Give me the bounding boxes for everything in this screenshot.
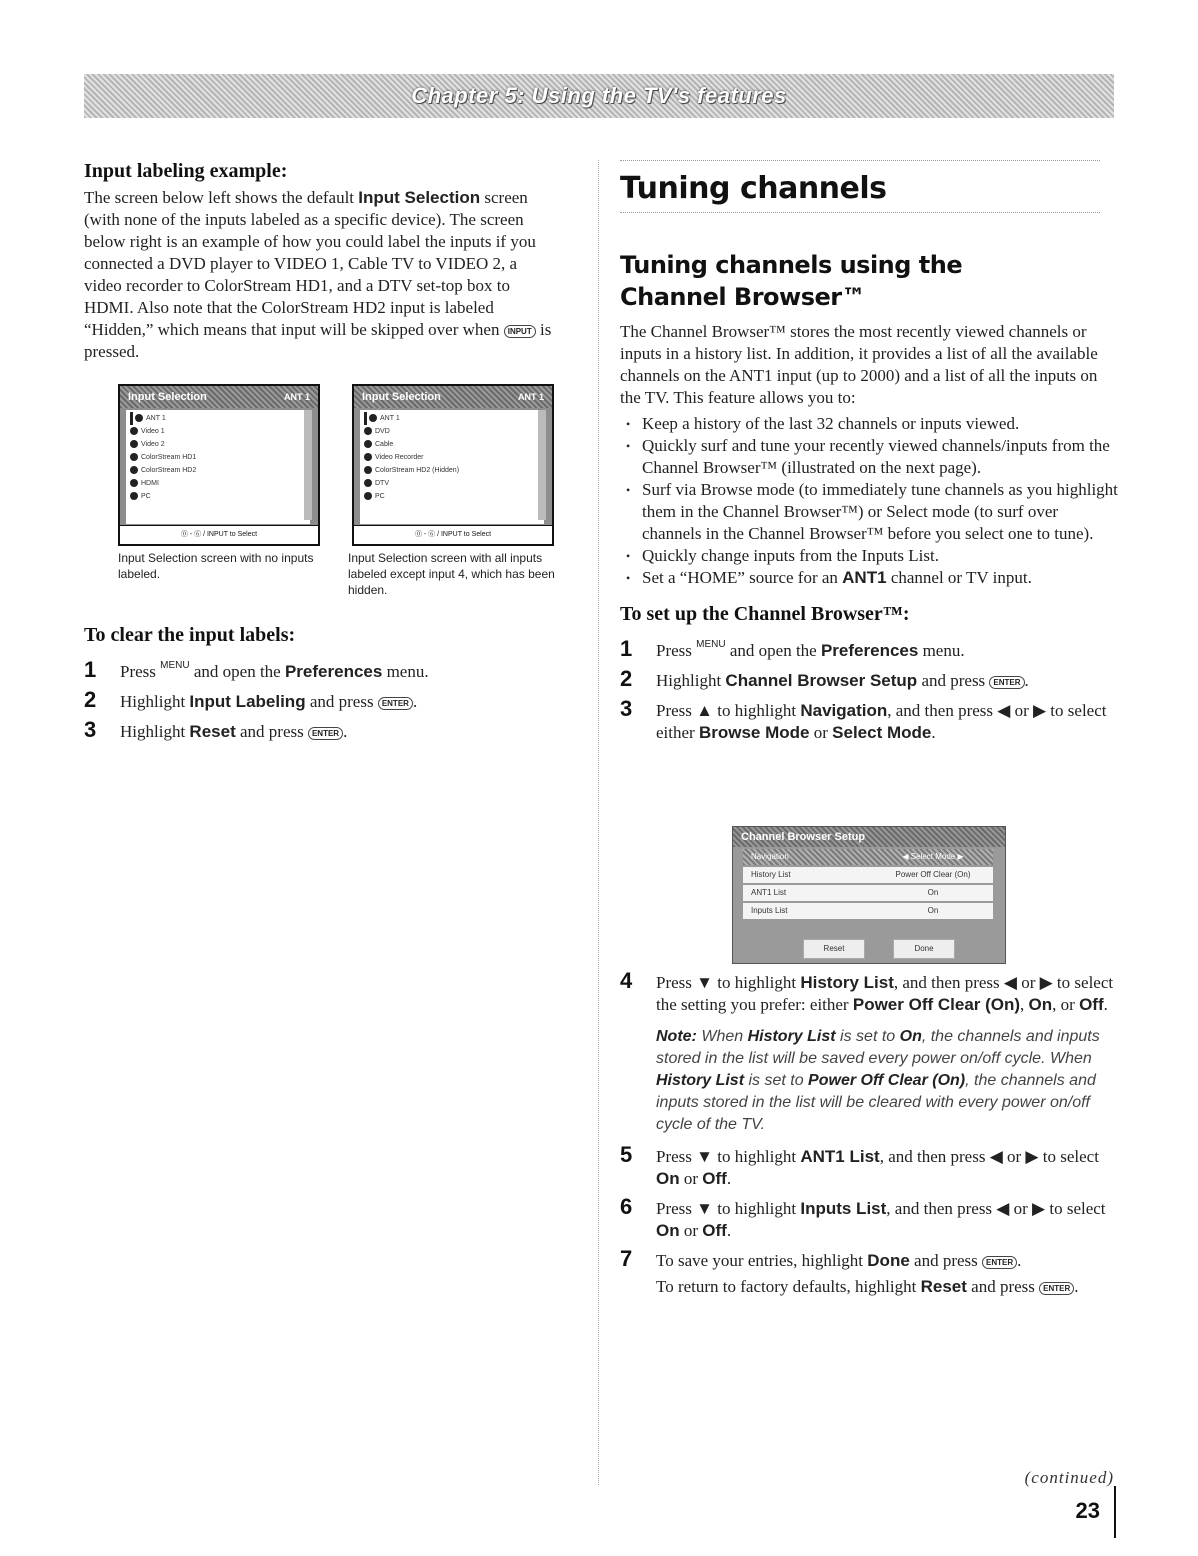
step-number: 6 [620,1194,633,1219]
screen-footer: ⓪ - ⑥ / INPUT to Select [354,525,552,544]
number-icon [135,414,143,422]
step-text: or [679,1169,703,1188]
step-bold: On [656,1221,680,1240]
bullet-text: Set a “HOME” source for an [642,568,843,587]
step-number: 4 [620,968,633,993]
step-text: Highlight [120,722,190,741]
step-text: menu. [918,641,965,660]
example-intro [84,187,556,363]
list-item [130,438,306,451]
enter-button-icon: ENTER [989,676,1024,689]
step-text: Highlight [120,692,190,711]
step-number: 1 [84,657,97,682]
step-number: 3 [620,696,633,721]
step-text: , and then press ◀ or ▶ to select [879,1147,1099,1166]
step-text: To return to factory defaults, highlight [656,1277,921,1296]
step-text: , and then press ◀ or ▶ to select [886,1199,1106,1218]
page-number-rule [1114,1486,1116,1538]
number-icon [364,479,372,487]
note-text: , the channels and inputs stored in the list will be saved every power on/off cycle. When [656,1028,1100,1067]
row-value: On [927,906,939,915]
step-bold: On [1028,995,1053,1014]
chapter-banner [84,74,1114,118]
note-bold: History List [656,1072,745,1089]
enter-button-icon: ENTER [308,727,343,740]
page-title: Tuning channels [620,171,887,206]
note-text: When [696,1028,748,1045]
step-bold: On [656,1169,680,1188]
step-bold: Select Mode [832,723,932,742]
intro-text-1: The screen below left shows the default [84,188,359,207]
number-icon [364,453,372,461]
cbs-buttons [743,939,993,957]
setup-step-4 [620,968,1120,1016]
list-item [130,412,306,425]
clear-step-2 [84,687,556,713]
screen-footer: ⓪ - ⑥ / INPUT to Select [120,525,318,544]
number-icon [130,466,138,474]
step-text: or [679,1221,703,1240]
cbs-row-inputs [743,903,993,919]
step-text: . [412,692,418,711]
step-bold: Browse Mode [698,723,810,742]
number-icon [364,466,372,474]
clear-step-1 [84,657,556,683]
step-text: and press [909,1251,983,1270]
menu-button-icon: MENU [160,660,190,671]
screen-scrollbar [538,410,546,520]
step-text: . [1024,671,1029,690]
caption-default: Input Selection screen with no inputs labeled. [118,551,314,581]
step-text: . [1074,1277,1079,1296]
reset-button[interactable]: Reset [803,939,865,959]
list-item [130,477,306,490]
list-item-label: Video Recorder [375,454,424,461]
intro-bold: Input Selection [358,188,481,207]
row-label: Navigation [751,852,789,861]
chapter-title: Chapter 5: Using the TV's features [411,83,787,108]
list-item [130,490,306,503]
step-bold: Reset [920,1277,967,1296]
number-icon [364,440,372,448]
right-column [620,160,1120,744]
number-icon [130,453,138,461]
step-text: Press [120,662,161,681]
feature-list [620,413,1120,589]
step-bold: Channel Browser Setup [725,671,918,690]
step-bold: ANT1 List [800,1147,880,1166]
step-bold: Navigation [800,701,888,720]
step-text: menu. [382,662,429,681]
enter-button-icon: ENTER [1039,1282,1074,1295]
step-text: and press [235,722,308,741]
list-item: • Quickly surf and tune your recently viewed channels/inputs from the Channel Browser™ (illustrated on the next page). [642,435,1120,479]
list-item [130,425,306,438]
screen-header [120,386,318,408]
enter-button-icon: ENTER [982,1256,1017,1269]
list-item-label: Video 1 [141,428,165,435]
right-steps-continued [620,968,1120,1298]
list-item-label: ColorStream HD1 [141,454,197,461]
note-text: is set to [835,1028,900,1045]
step-bold: Off [1079,995,1104,1014]
list-item-label: PC [141,493,151,500]
caption-labeled: Input Selection screen with all inputs labeled except input 4, which has been hidden. [348,551,555,597]
setup-step-3 [620,696,1120,744]
screen-title: Input Selection [128,391,207,403]
row-label: History List [751,870,791,879]
number-icon [364,427,372,435]
number-icon [130,479,138,487]
screen-tag: ANT 1 [517,392,544,402]
list-item-label: DVD [375,428,390,435]
enter-button-icon: ENTER [378,697,413,710]
setup-step-2 [620,666,1120,692]
clear-labels-section [84,624,556,743]
list-item-label: ANT 1 [146,415,166,422]
column-divider [598,160,599,1485]
list-item [130,451,306,464]
list-item [364,451,540,464]
step-bold: Done [867,1251,910,1270]
step-text: Press [656,641,697,660]
page-number: 23 [1075,1498,1100,1523]
step-text: and open the [725,641,821,660]
list-item [130,464,306,477]
list-item [364,425,540,438]
number-icon [130,492,138,500]
intro-text-2: screen (with none of the inputs labeled as a specific device). The screen below right is an example of how you could label the inputs if you connected a DVD player to VIDEO 1, Cable TV to VIDEO 2, a video recorder to ColorStream HD1, and a DTV set-top box to HDMI. Also note that the ColorStream HD2 input is labeled “Hidden,” which means that input will be skipped over when [84,188,536,339]
history-note [620,1026,1120,1136]
step-text: , or [1052,995,1080,1014]
setup-step-7 [620,1246,1120,1272]
step-text: Press ▼ to highlight [656,1147,801,1166]
step-text: Press ▲ to highlight [656,701,801,720]
input-list [126,410,310,524]
step-number: 2 [84,687,97,712]
bullet-bold: ANT1 [842,568,887,587]
step-number: 3 [84,717,97,742]
step-text: , [1020,995,1029,1014]
menu-button-icon: MENU [696,639,726,650]
note-bold: History List [747,1028,836,1045]
number-icon [364,492,372,500]
step-text: To save your entries, highlight [656,1251,868,1270]
setup-heading: To set up the Channel Browser™: [620,603,910,625]
input-list [360,410,544,524]
step-bold: Preferences [820,641,919,660]
setup-step-5 [620,1142,1120,1190]
list-item: • Quickly change inputs from the Inputs List. [642,545,1120,567]
step-number: 7 [620,1246,633,1271]
bullet-text: channel or TV input. [886,568,1032,587]
step-bold: Inputs List [800,1199,887,1218]
step-number: 5 [620,1142,633,1167]
note-text: is set to [744,1072,809,1089]
list-item [642,567,1120,589]
list-item [364,490,540,503]
cbs-row-ant1 [743,885,993,901]
step-text: . [1103,995,1108,1014]
note-text: , the channels and inputs stored in the list will be cleared with every power on/off cycle of the TV. [656,1072,1096,1133]
step-text: and open the [189,662,285,681]
list-item: • Keep a history of the last 32 channels or inputs viewed. [642,413,1120,435]
note-bold: Power Off Clear (On) [808,1072,966,1089]
step-text: or [809,723,833,742]
list-item-label: ColorStream HD2 (Hidden) [375,467,460,474]
step-number: 2 [620,666,633,691]
input-button-icon: INPUT [504,325,536,338]
number-icon [130,427,138,435]
note-label: Note: [656,1028,697,1045]
step-text: Press ▼ to highlight [656,1199,801,1218]
list-item-label: ColorStream HD2 [141,467,197,474]
list-item-label: ANT 1 [380,415,400,422]
continued-label: (continued) [1024,1468,1114,1487]
note-bold: On [899,1028,922,1045]
screen-tag: ANT 1 [283,392,310,402]
list-item [364,438,540,451]
step-text: and press [966,1277,1040,1296]
step-text: and press [917,671,990,690]
subtitle-line-1: Tuning channels using the [620,251,963,279]
row-value: Power Off Clear (On) [895,870,971,879]
intro-text-3: is pressed. [84,320,552,361]
cbs-title: Channel Browser Setup [733,827,1005,847]
list-item-label: PC [375,493,385,500]
step-text: Press ▼ to highlight [656,973,801,992]
step-bold: Off [702,1221,727,1240]
cbs-row-history [743,867,993,883]
example-heading: Input labeling example: [84,160,288,182]
subtitle-block [620,249,1120,313]
row-value: ◀ Select Mode ▶ [902,852,964,861]
left-column [84,160,556,363]
step-bold: Input Labeling [189,692,306,711]
cbs-row-navigation [743,849,993,865]
step-number: 1 [620,636,633,661]
step-text: , and then press ◀ or ▶ to select the setting you prefer: either [656,973,1114,1014]
step-text: . [343,722,348,741]
clear-step-3 [84,717,556,743]
step-text: . [726,1169,732,1188]
step-bold: Reset [189,722,236,741]
step-bold: Power Off Clear (On) [852,995,1021,1014]
setup-step-7-reset [620,1276,1120,1298]
clear-heading: To clear the input labels: [84,624,296,646]
step-text: and press [305,692,378,711]
browser-intro: The Channel Browser™ stores the most recently viewed channels or inputs in a history list. In addition, it provides a list of all the available channels on the ANT1 input (up to 2000) and a list of all the inputs on the TV. This feature allows you to: [620,322,1098,407]
list-item [364,477,540,490]
input-selection-screen-labeled [352,384,554,546]
title-rule [620,160,1100,213]
number-icon [369,414,377,422]
input-selection-screen-default [118,384,320,546]
step-text: . [726,1221,732,1240]
row-label: ANT1 List [751,888,787,897]
setup-step-1 [620,636,1120,662]
step-text: Highlight [656,671,726,690]
list-item-label: DTV [375,480,389,487]
list-item [364,464,540,477]
screen-scrollbar [304,410,312,520]
done-button[interactable]: Done [893,939,955,959]
channel-browser-setup-screen [732,826,1006,964]
list-item: • Surf via Browse mode (to immediately tune channels as you highlight them in the Channel Browser™) or Select mode (to surf over channels in the Channel Browser™ before you select one to tune). [642,479,1120,545]
list-item-label: Video 2 [141,441,165,448]
step-text: . [931,723,936,742]
list-item [364,412,540,425]
list-item-label: HDMI [141,480,159,487]
subtitle-line-2: Channel Browser™ [620,283,866,311]
row-value: On [927,888,939,897]
step-text: . [1017,1251,1022,1270]
list-item-label: Cable [375,441,394,448]
step-bold: Off [702,1169,727,1188]
number-icon [130,440,138,448]
step-bold: Preferences [284,662,383,681]
screen-header [354,386,552,408]
screen-title: Input Selection [362,391,441,403]
setup-step-6 [620,1194,1120,1242]
step-text: , and then press ◀ or ▶ to select either [656,701,1107,742]
row-label: Inputs List [751,906,788,915]
step-bold: History List [800,973,894,992]
